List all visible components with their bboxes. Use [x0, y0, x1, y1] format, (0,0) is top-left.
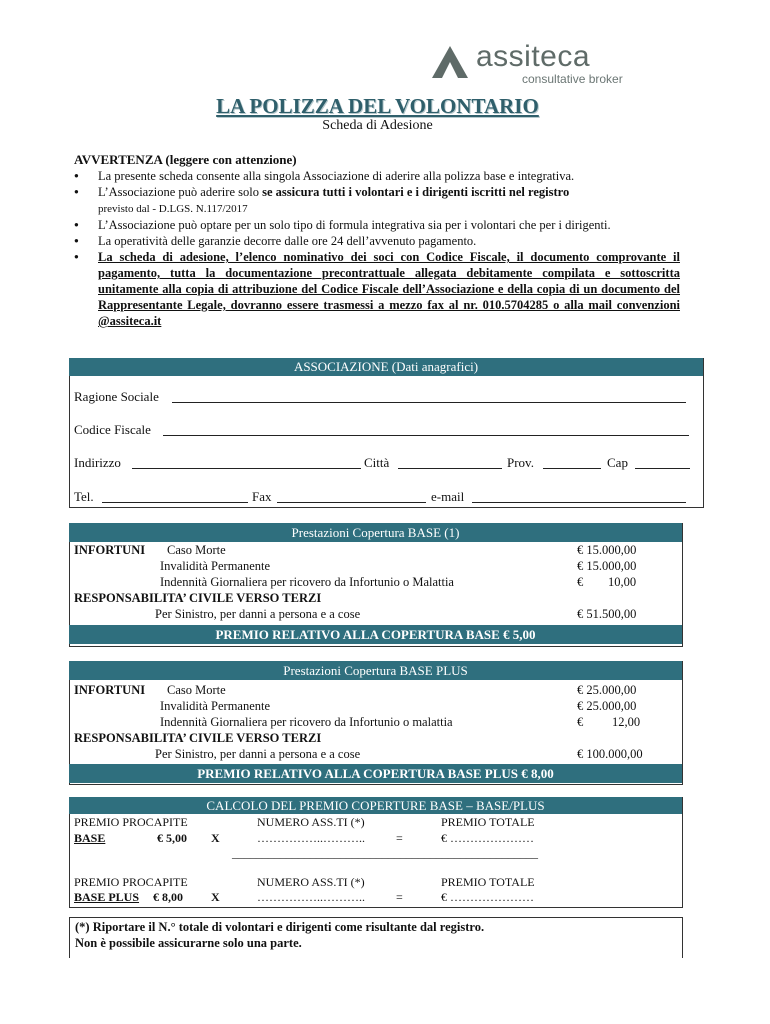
avvertenza-item-2 — [74, 184, 680, 217]
associazione-header: ASSOCIAZIONE (Dati anagrafici) — [69, 358, 703, 376]
calcolo-header: CALCOLO DEL PREMIO COPERTURE BASE – BASE/PLUS — [69, 797, 682, 814]
page-title: LA POLIZZA DEL VOLONTARIO — [216, 94, 539, 118]
plus-indennita: Indennità Giornaliera per ricovero da Infortunio o malattia — [160, 715, 453, 729]
plus-indennita-currency: € — [577, 715, 584, 729]
avvertenza-item-3: ● L’Associazione può optare per un solo tipo di formula integrativa sia per i volontari che per i dirigenti. — [74, 217, 680, 233]
calc-base-numero-label: NUMERO ASS.TI (*) — [257, 815, 365, 829]
logo-name: assiteca — [476, 40, 591, 73]
citta-field[interactable] — [398, 468, 502, 469]
calc-base-value: € 5,00 — [157, 831, 187, 845]
fax-field[interactable] — [277, 502, 426, 503]
avvertenza-item-4: ● La operatività delle garanzie decorre dalle ore 24 dell’avvenuto pagamento. — [74, 233, 680, 249]
base-header: Prestazioni Copertura BASE (1) — [69, 523, 682, 542]
page-subtitle: Scheda di Adesione — [322, 118, 433, 133]
base-indennita-currency: € — [577, 575, 584, 589]
codice-fiscale-field[interactable] — [163, 435, 689, 436]
calc-base-times: X — [211, 831, 220, 845]
base-invalidita: Invalidità Permanente — [160, 559, 271, 573]
assiteca-logo-icon — [430, 44, 470, 80]
assiteca-logo — [430, 42, 630, 90]
avvertenza-list — [74, 168, 680, 329]
calc-base-procapite-label: PREMIO PROCAPITE — [74, 815, 188, 829]
plus-infortuni-label: INFORTUNI — [74, 683, 146, 697]
calc-plus-totale-label: PREMIO TOTALE — [441, 875, 535, 889]
codice-fiscale-label: Codice Fiscale — [74, 422, 151, 437]
avvertenza-item-1: ● La presente scheda consente alla singola Associazione di aderire alla polizza base e integrativa. — [74, 168, 680, 184]
calc-plus-totale-field[interactable]: € ………………… — [441, 890, 534, 904]
base-sinistro-value: € 51.500,00 — [577, 607, 637, 621]
calc-base-totale-field[interactable]: € ………………… — [441, 831, 534, 845]
prov-field[interactable] — [543, 468, 601, 469]
calc-base-equals: = — [396, 831, 403, 845]
prov-label: Prov. — [507, 455, 534, 470]
base-indennita: Indennità Giornaliera per ricovero da Infortunio o Malattia — [160, 575, 454, 589]
logo-subtitle: consultative broker — [522, 72, 623, 86]
calc-separator: ___________________________________________________ — [232, 846, 538, 860]
avvertenza-item-5: ● La scheda di adesione, l’elenco nominativo dei soci con Codice Fiscale, il documento comprovante il pagamento, tutta la documentazione precontrattuale allegata debitamente compilata e sottoscritta unitamente alla copia di attribuzione del Codice Fiscale dell’Associazione e della copia di un documento del Rappresentante Legale, dovranno essere trasmessi a mezzo fax al nr. 010.5704285 o alla mail convenzioni @assiteca.it — [74, 249, 680, 329]
cap-label: Cap — [607, 455, 628, 470]
base-premio-bar: PREMIO RELATIVO ALLA COPERTURA BASE € 5,00 — [69, 625, 682, 644]
indirizzo-field[interactable] — [132, 468, 361, 469]
calc-plus-equals: = — [396, 890, 403, 904]
email-label: e-mail — [431, 489, 465, 504]
plus-caso-morte-value: € 25.000,00 — [577, 683, 637, 697]
email-field[interactable] — [472, 502, 686, 503]
plus-invalidita: Invalidità Permanente — [160, 699, 271, 713]
base-invalidita-value: € 15.000,00 — [577, 559, 637, 573]
base-rc-label: RESPONSABILITA’ CIVILE VERSO TERZI — [74, 591, 322, 605]
plus-invalidita-value: € 25.000,00 — [577, 699, 637, 713]
note-line-2: Non è possibile assicurarne solo una parte. — [75, 936, 302, 950]
plus-indennita-value: 12,00 — [612, 715, 641, 729]
indirizzo-label: Indirizzo — [74, 455, 121, 470]
plus-sinistro: Per Sinistro, per danni a persona e a cose — [155, 747, 361, 761]
base-infortuni-label: INFORTUNI — [74, 543, 146, 557]
base-indennita-value: 10,00 — [608, 575, 637, 589]
cap-field[interactable] — [635, 468, 690, 469]
plus-rc-label: RESPONSABILITA’ CIVILE VERSO TERZI — [74, 731, 322, 745]
ragione-sociale-label: Ragione Sociale — [74, 389, 159, 404]
calc-plus-value: € 8,00 — [153, 890, 183, 904]
base-caso-morte-value: € 15.000,00 — [577, 543, 637, 557]
calc-plus-times: X — [211, 890, 220, 904]
tel-label: Tel. — [74, 489, 94, 504]
calc-base-totale-label: PREMIO TOTALE — [441, 815, 535, 829]
plus-caso-morte: Caso Morte — [167, 683, 226, 697]
calc-base-label: BASE — [74, 831, 106, 845]
plus-sinistro-value: € 100.000,00 — [577, 747, 643, 761]
avvertenza-title: AVVERTENZA (leggere con attenzione) — [74, 152, 297, 167]
tel-field[interactable] — [102, 502, 248, 503]
calc-plus-numero-field[interactable]: ……………..……….. — [257, 890, 365, 904]
plus-premio-bar: PREMIO RELATIVO ALLA COPERTURA BASE PLUS € 8,00 — [69, 764, 682, 783]
calc-base-numero-field[interactable]: ……………..……….. — [257, 831, 365, 845]
calc-plus-numero-label: NUMERO ASS.TI (*) — [257, 875, 365, 889]
citta-label: Città — [364, 455, 390, 470]
base-caso-morte: Caso Morte — [167, 543, 226, 557]
associazione-box — [69, 358, 704, 508]
calc-plus-label: BASE PLUS — [74, 890, 140, 904]
plus-header: Prestazioni Copertura BASE PLUS — [69, 661, 682, 680]
avvertenza-item-2-ref: previsto dal - D.LGS. N.117/2017 — [98, 203, 248, 215]
calc-plus-procapite-label: PREMIO PROCAPITE — [74, 875, 188, 889]
avvertenza-item-2-bold: se assicura tutti i volontari e i dirigenti iscritti nel registro — [262, 185, 570, 199]
avvertenza-item-2-text: L’Associazione può aderire solo — [98, 185, 263, 199]
ragione-sociale-field[interactable] — [172, 402, 686, 403]
base-sinistro: Per Sinistro, per danni a persona e a cose — [155, 607, 361, 621]
fax-label: Fax — [252, 489, 272, 504]
note-line-1: (*) Riportare il N.° totale di volontari e dirigenti come risultante dal registro. — [75, 920, 485, 934]
